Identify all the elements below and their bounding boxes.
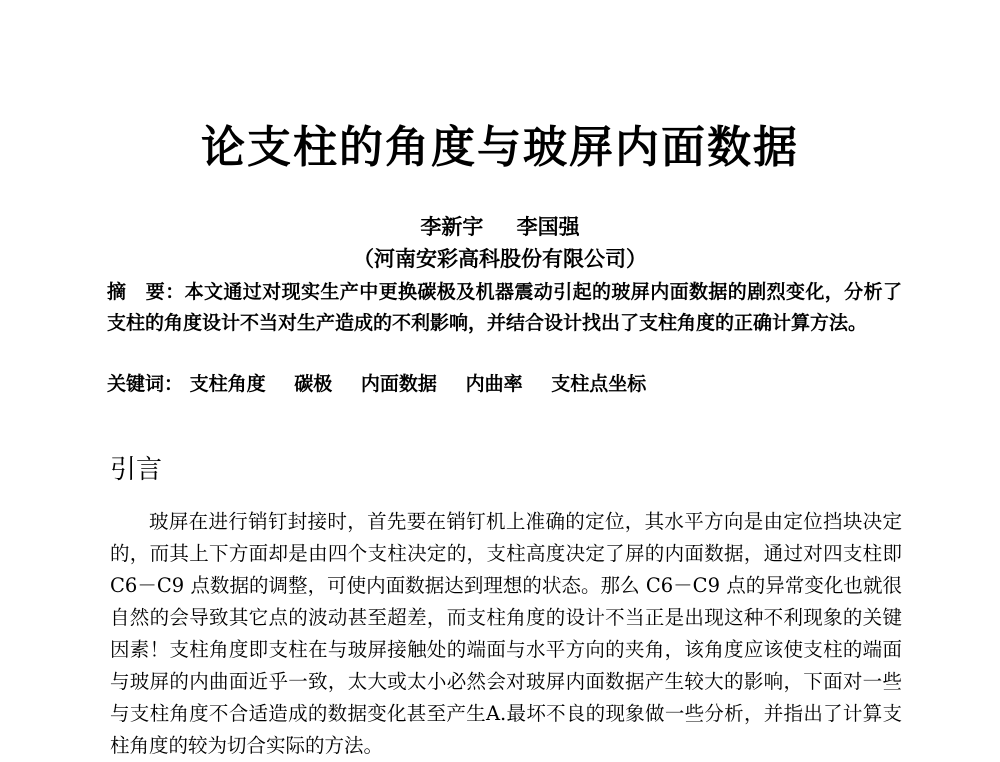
body-paragraph: 玻屏在进行销钉封接时，首先要在销钉机上准确的定位，其水平方向是由定位挡块决定的，而其上下方面却是由四个支柱决定的，支柱高度决定了屏的内面数据，通过对四支柱即 C6－C9 点数据的调整，可使内面数据达到理想的状态。那么 C6－C9 点的异常变化也就很自然的会导致其它点的波动甚至超差，而支柱角度的设计不当正是出现这种不利现象的关键因素！支柱角度即支柱在与玻屏接触处的端面与水平方向的夹角，该角度应该使支柱的端面与玻屏的内曲面近乎一致，太大或太小必然会对玻屏内面数据产生较大的影响，下面对一些与支柱角度不合适造成的数据变化甚至产生A.最坏不良的现象做一些分析，并指出了计算支柱角度的较为切合实际的方法。	[110, 510, 902, 757]
author-list	[0, 212, 1000, 242]
author-name: 李新宇	[420, 214, 484, 239]
keyword: 支柱点坐标	[551, 373, 647, 395]
keyword: 支柱角度	[189, 373, 266, 395]
keyword: 内曲率	[465, 373, 523, 395]
abstract-block	[107, 277, 902, 339]
abstract-label: 摘 要：	[107, 281, 185, 303]
section-heading: 引言	[110, 455, 163, 485]
keyword: 碳极	[294, 373, 333, 395]
author-name: 李国强	[516, 214, 580, 239]
abstract-text: 本文通过对现实生产中更换碳极及机器震动引起的玻屏内面数据的剧烈变化，分析了支柱的角度设计不当对生产造成的不利影响，并结合设计找出了支柱角度的正确计算方法。	[107, 281, 902, 334]
keywords-block	[107, 369, 902, 400]
paper-title: 论支柱的角度与玻屏内面数据	[201, 122, 799, 173]
keyword: 内面数据	[360, 373, 437, 395]
author-affiliation: （河南安彩高科股份有限公司）	[353, 246, 647, 271]
keywords-label: 关键词：	[107, 373, 184, 395]
